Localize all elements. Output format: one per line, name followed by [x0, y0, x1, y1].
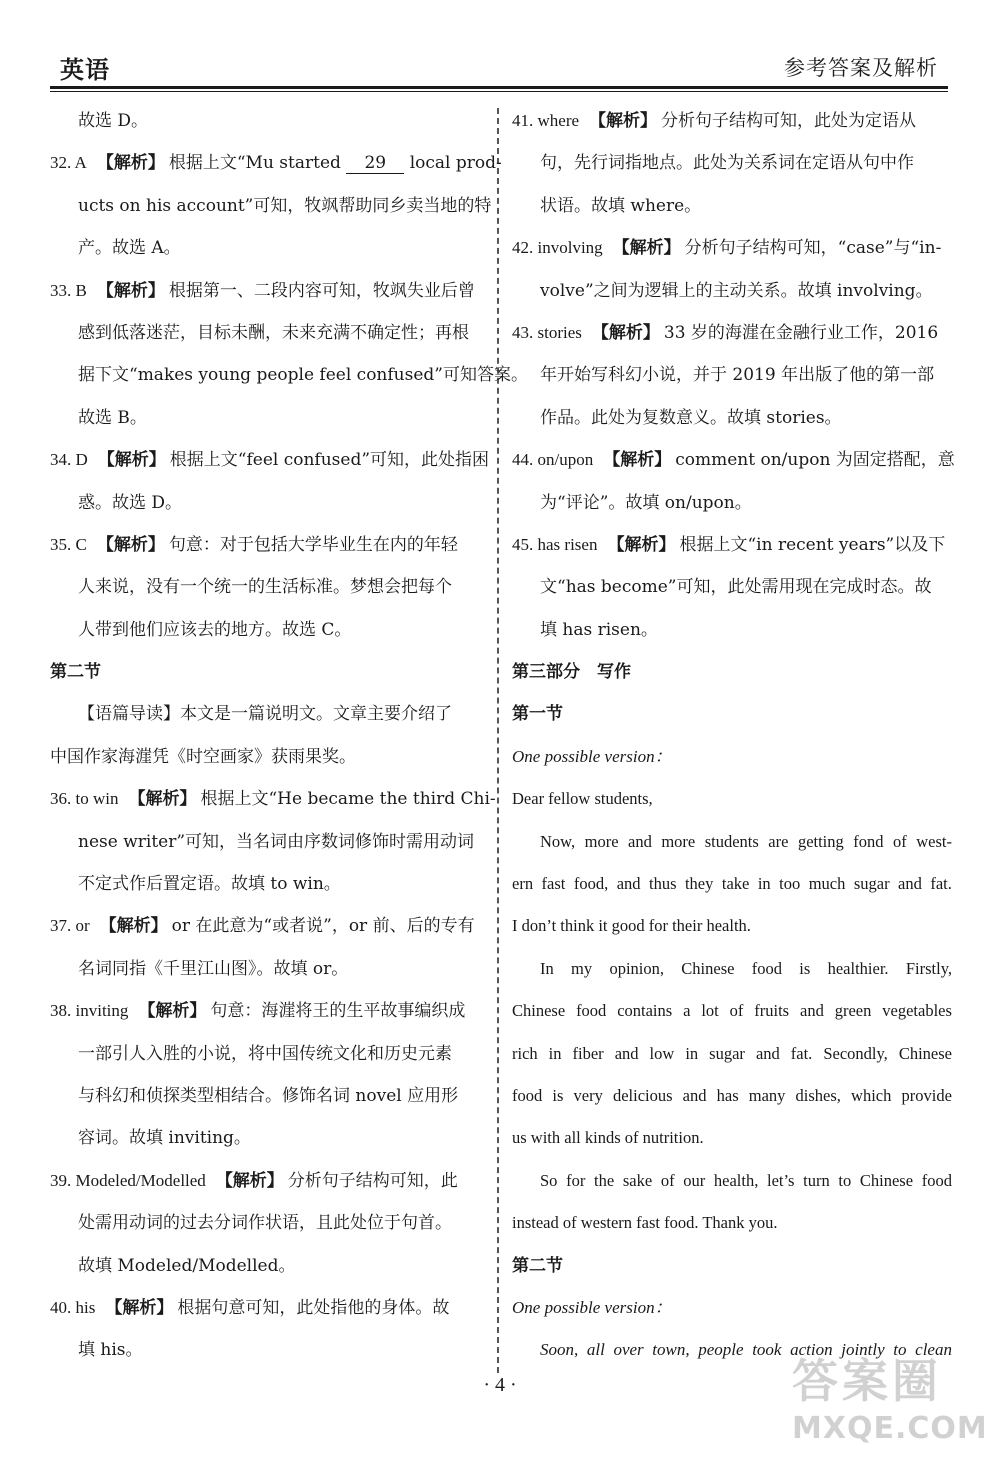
- answer-number: 44. on/upon: [512, 450, 594, 470]
- answer-number: 37. or: [50, 916, 90, 936]
- analysis-text: 根据第一、二段内容可知，牧飒失业后曾: [168, 280, 475, 301]
- answer-number: 32. A: [50, 153, 87, 173]
- text-line: 人来说，没有一个统一的生活标准。梦想会把每个: [78, 577, 452, 598]
- word: take: [721, 874, 750, 894]
- word: fast: [541, 874, 566, 894]
- word: town,: [652, 1340, 690, 1360]
- analysis-tag: 【解析】: [99, 916, 168, 937]
- answer-number: 43. stories: [512, 322, 582, 342]
- word: more: [584, 831, 619, 851]
- word: and: [800, 1001, 824, 1021]
- word: a: [683, 1001, 691, 1021]
- text-line: 文“has become”可知，此处需用现在完成时态。故: [540, 577, 932, 598]
- word: to: [838, 1170, 852, 1190]
- word: health,: [713, 1170, 759, 1190]
- word: fat.: [930, 874, 952, 894]
- watermark-logo: [792, 1345, 988, 1446]
- analysis-text: 根据上文“in recent years”以及下: [679, 534, 946, 555]
- page-number: · 4 ·: [483, 1374, 517, 1396]
- word: healthier.: [827, 958, 889, 978]
- analysis-tag: 【解析】: [607, 534, 676, 555]
- word: Chinese: [681, 958, 735, 978]
- analysis-text: 根据上文“He became the third Chi-: [200, 789, 496, 810]
- text-line: 句，先行词指地点。此处为关系词在定语从句中作: [540, 153, 914, 174]
- answer-number: 45. has risen: [512, 534, 598, 554]
- watermark-en: MXQE.COM: [792, 1411, 988, 1446]
- word: took: [752, 1340, 782, 1360]
- word: to: [893, 1340, 907, 1360]
- analysis-tag: 【解析】: [138, 1001, 207, 1022]
- analysis-tag: 【解析】: [589, 111, 658, 131]
- blank-number: 29: [346, 153, 404, 174]
- word: fat.: [790, 1043, 813, 1063]
- word: opinion,: [609, 958, 664, 978]
- word: too: [779, 874, 801, 894]
- word: Chinese: [859, 1170, 914, 1190]
- word: and: [614, 1043, 639, 1063]
- word: students: [704, 831, 759, 851]
- answer-number: 41. where: [512, 111, 580, 130]
- word: is: [552, 1085, 564, 1105]
- word: has: [716, 1085, 739, 1105]
- analysis-tag: 【解析】: [128, 789, 197, 810]
- word: of: [729, 1001, 744, 1021]
- analysis-text: 根据上文“Mu started: [168, 153, 341, 174]
- analysis-tag: 【解析】: [105, 1297, 174, 1318]
- text-line: 据下文“makes young people feel confused”可知答案。: [78, 365, 528, 386]
- word: let’s: [766, 1170, 795, 1190]
- word: lot: [701, 1001, 719, 1021]
- word: sake: [622, 1170, 653, 1190]
- answer-number: 36. to win: [50, 789, 119, 809]
- answer-item: [50, 778, 496, 820]
- text-line: 【语篇导读】本文是一篇说明文。文章主要介绍了: [78, 704, 452, 725]
- text-line: 处需用动词的过去分词作状语，且此处位于句首。: [78, 1213, 452, 1234]
- answer-item: [50, 1160, 488, 1202]
- word: ern: [512, 874, 534, 894]
- answer-item: [512, 524, 952, 566]
- word: which: [851, 1085, 892, 1105]
- word: of: [892, 831, 907, 851]
- analysis-tag: 【解析】: [97, 450, 166, 471]
- word: much: [808, 874, 846, 894]
- analysis-text: 句意：海漄将王的生平故事编织成: [210, 1001, 466, 1022]
- answer-item: [512, 100, 952, 142]
- text-line: 人带到他们应该去的地方。故选 C。: [78, 619, 352, 640]
- text-line: 产。故选 A。: [78, 238, 181, 259]
- word: in: [548, 1043, 562, 1063]
- analysis-tag: 【解析】: [96, 534, 165, 555]
- answer-number: 39. Modeled/Modelled: [50, 1170, 206, 1190]
- word: and: [755, 1043, 780, 1063]
- essay-line: [512, 948, 952, 990]
- answer-item: [50, 990, 488, 1032]
- analysis-tag: 【解析】: [96, 153, 165, 174]
- section-heading: 第二节: [50, 662, 101, 683]
- analysis-tag: 【解析】: [96, 280, 165, 301]
- word: low: [649, 1043, 675, 1063]
- word: Chinese: [512, 1001, 566, 1021]
- analysis-tag: 【解析】: [591, 322, 660, 343]
- analysis-text: 根据上文“feel confused”可知，此处指困: [169, 450, 490, 471]
- header-rule: [50, 86, 948, 92]
- word: and: [898, 874, 922, 894]
- word: Secondly,: [823, 1043, 888, 1063]
- text-line: 填 his。: [78, 1340, 143, 1361]
- word: people: [698, 1340, 744, 1360]
- text-line: 一部引人入胜的小说，将中国传统文化和历史元素: [78, 1043, 452, 1064]
- word: food,: [573, 874, 609, 894]
- word: clean: [915, 1340, 952, 1360]
- word: for: [566, 1170, 586, 1190]
- section-heading: 第一节: [512, 704, 563, 725]
- answer-number: 35. C: [50, 534, 87, 554]
- text-line: 中国作家海漄凭《时空画家》获雨果奖。: [50, 746, 356, 767]
- word: food: [921, 1170, 952, 1190]
- essay-line: [512, 863, 952, 905]
- word: provide: [901, 1085, 952, 1105]
- word: Chinese: [898, 1043, 952, 1063]
- right-column: [512, 100, 955, 1372]
- essay-line: I don’t think it good for their health.: [512, 916, 751, 936]
- answer-item: [50, 142, 502, 184]
- word: and: [616, 874, 641, 894]
- word: west-: [916, 831, 952, 851]
- word: sugar: [853, 874, 890, 894]
- word: thus: [648, 874, 677, 894]
- word: In: [540, 958, 554, 978]
- word: jointly: [841, 1340, 885, 1360]
- word: Now,: [540, 831, 576, 851]
- word: all: [586, 1340, 605, 1360]
- column-divider: [497, 108, 499, 1373]
- word: is: [799, 958, 811, 978]
- word: they: [684, 874, 714, 894]
- answer-number: 42. involving: [512, 238, 603, 258]
- text-line: 状语。故填 where。: [540, 195, 702, 216]
- analysis-text: 句意：对于包括大学毕业生在内的年轻: [168, 534, 458, 555]
- word: in: [757, 874, 771, 894]
- word: fond: [853, 831, 884, 851]
- word: our: [683, 1170, 706, 1190]
- word: food: [512, 1085, 543, 1105]
- word: many: [748, 1085, 786, 1105]
- word: fiber: [572, 1043, 604, 1063]
- subject-label: 英语: [60, 55, 110, 84]
- answer-item: [50, 905, 488, 947]
- essay-line: [512, 1033, 952, 1075]
- word: green: [834, 1001, 872, 1021]
- text-line: 与科幻和侦探类型相结合。修饰名词 novel 应用形: [78, 1085, 459, 1106]
- text-line: 为“评论”。故填 on/upon。: [540, 492, 752, 513]
- analysis-tag: 【解析】: [612, 238, 681, 259]
- answer-item: [512, 227, 952, 269]
- text-line: 作品。此处为复数意义。故填 stories。: [540, 407, 842, 428]
- word: contains: [617, 1001, 673, 1021]
- section-heading: 第二节: [512, 1255, 563, 1276]
- word: fruits: [754, 1001, 790, 1021]
- section-heading: 第三部分 写作: [512, 662, 631, 683]
- essay-line: us with all kinds of nutrition.: [512, 1128, 704, 1148]
- text-line: 容词。故填 inviting。: [78, 1128, 251, 1149]
- word: action: [790, 1340, 833, 1360]
- answer-item: [50, 1287, 488, 1329]
- analysis-tag: 【解析】: [603, 450, 672, 471]
- text-line: 不定式作后置定语。故填 to win。: [78, 874, 341, 895]
- word: food: [576, 1001, 607, 1021]
- essay-line: [512, 990, 952, 1032]
- word: my: [571, 958, 593, 978]
- word: delicious: [612, 1085, 673, 1105]
- word: in: [685, 1043, 699, 1063]
- text-line: 惑。故选 D。: [78, 492, 183, 513]
- analysis-text-cont: local prod-: [409, 153, 502, 174]
- essay-line: [512, 1075, 952, 1117]
- word: rich: [512, 1043, 538, 1063]
- version-label: One possible version：: [512, 746, 672, 766]
- answer-item: [512, 439, 955, 481]
- essay-line: instead of western fast food. Thank you.: [512, 1213, 778, 1233]
- text-line: 故选 B。: [78, 407, 147, 428]
- answer-number: 33. B: [50, 280, 87, 300]
- essay-line: [512, 1160, 952, 1202]
- word: vegetables: [882, 1001, 952, 1021]
- answer-item: [512, 312, 952, 354]
- word: turn: [803, 1170, 830, 1190]
- text-line: 感到低落迷茫，目标未酬，未来充满不确定性；再根: [78, 322, 469, 343]
- word: food: [751, 958, 782, 978]
- essay-line: [512, 821, 952, 863]
- text-line: 名词同指《千里江山图》。故填 or。: [78, 958, 349, 979]
- answer-item: [50, 524, 488, 566]
- essay-line: Dear fellow students,: [512, 789, 653, 809]
- word: and: [682, 1085, 707, 1105]
- word: dishes,: [795, 1085, 841, 1105]
- answer-item: [50, 270, 488, 312]
- text-line: 填 has risen。: [540, 619, 658, 640]
- answer-number: 38. inviting: [50, 1001, 129, 1021]
- word: Firstly,: [905, 958, 952, 978]
- word: So: [540, 1170, 558, 1190]
- analysis-text: 根据句意可知，此处指他的身体。故: [177, 1297, 450, 1318]
- analysis-text: or 在此意为“或者说”，or 前、后的专有: [171, 916, 475, 937]
- word: and: [628, 831, 652, 851]
- analysis-tag: 【解析】: [215, 1170, 284, 1191]
- word: are: [768, 831, 789, 851]
- answer-item: [50, 439, 488, 481]
- word: the: [594, 1170, 615, 1190]
- text-line: 故选 D。: [78, 111, 149, 131]
- word: sugar: [709, 1043, 745, 1063]
- text-line: 年开始写科幻小说，并于 2019 年出版了他的第一部: [540, 365, 935, 386]
- text-line: nese writer”可知，当名词由序数词修饰时需用动词: [78, 831, 475, 852]
- page-header: [50, 46, 948, 90]
- word: more: [661, 831, 696, 851]
- analysis-text: 分析句子结构可知，此处为定语从: [661, 111, 917, 131]
- word: Soon,: [540, 1340, 579, 1360]
- word: over: [613, 1340, 644, 1360]
- text-line: volve”之间为逻辑上的主动关系。故填 involving。: [540, 280, 933, 301]
- analysis-text: 33 岁的海漄在金融行业工作，2016: [663, 322, 939, 343]
- answer-number: 40. his: [50, 1297, 96, 1317]
- answer-number: 34. D: [50, 450, 88, 470]
- word: of: [660, 1170, 675, 1190]
- text-line: ucts on his account”可知，牧飒帮助同乡卖当地的特: [78, 195, 492, 216]
- word: getting: [797, 831, 844, 851]
- word: very: [573, 1085, 603, 1105]
- analysis-text: 分析句子结构可知，“case”与“in-: [684, 238, 942, 259]
- analysis-text: comment on/upon 为固定搭配，意: [675, 450, 955, 471]
- analysis-text: 分析句子结构可知，此: [287, 1170, 458, 1191]
- header-title: 参考答案及解析: [784, 56, 938, 80]
- version-label: One possible version：: [512, 1297, 672, 1317]
- text-line: 故填 Modeled/Modelled。: [78, 1255, 296, 1276]
- watermark-cn: 答案圈: [792, 1354, 942, 1408]
